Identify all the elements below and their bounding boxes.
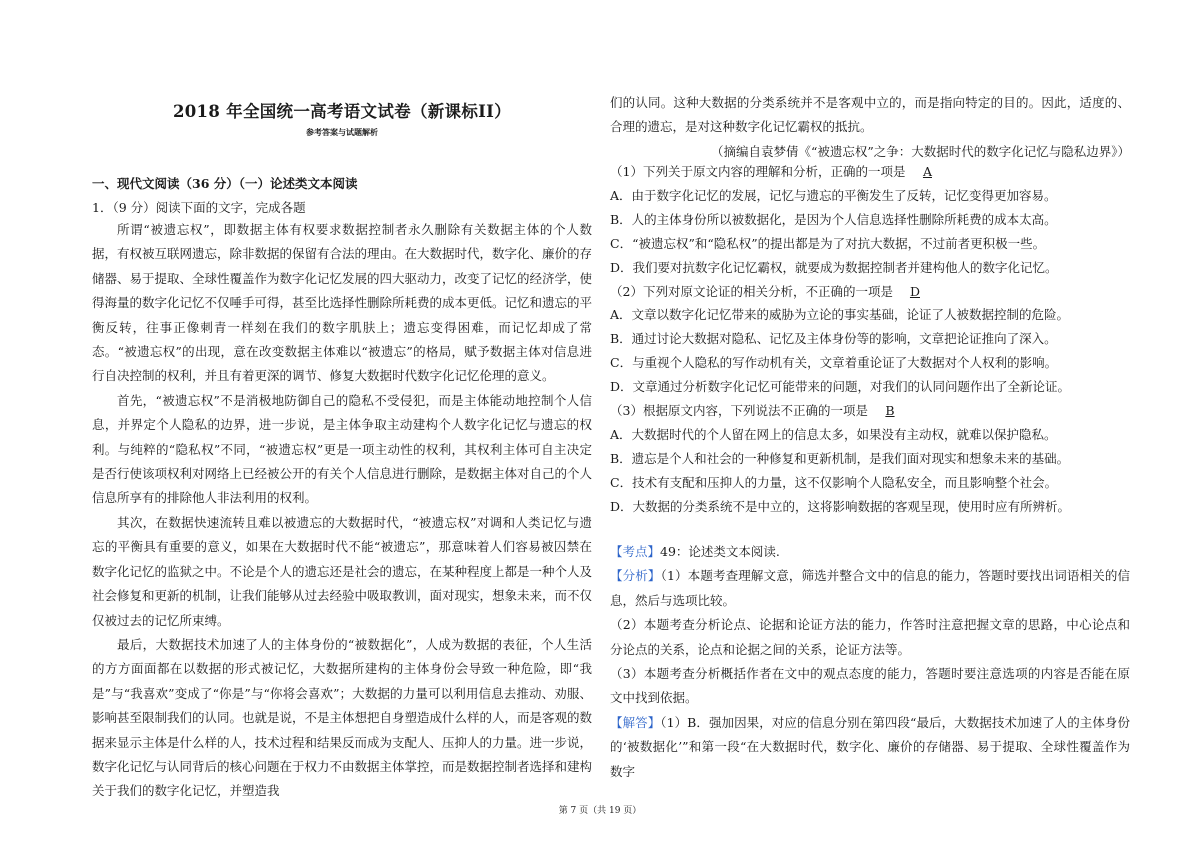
document-title: 2018 年全国统一高考语文试卷（新课标II）	[172, 102, 511, 121]
jieda-line	[610, 711, 1130, 784]
question-stem: （2）下列对原文论证的相关分析，不正确的一项是	[610, 283, 893, 299]
option-c: C．与重视个人隐私的写作动机有关，文章着重论证了大数据对个人权利的影响。	[610, 355, 1058, 371]
answer-blank: D	[909, 283, 920, 299]
option-d: D．大数据的分类系统不是中立的，这将影响数据的客观呈现，使用时应有所辨析。	[610, 498, 1071, 514]
option-c: C．“被遗忘权”和“隐私权”的提出都是为了对抗大数据，不过前者更积极一些。	[610, 235, 1046, 251]
option-b: B．人的主体身份所以被数据化，是因为个人信息选择性删除所耗费的成本太高。	[610, 211, 1057, 227]
question-stem: （3）根据原文内容，下列说法不正确的一项是	[610, 403, 868, 419]
passage-right-column	[610, 91, 1130, 164]
question-3	[610, 399, 1130, 519]
passage-paragraph-2: 首先，“被遗忘权”不是消极地防御自己的隐私不受侵犯，而是主体能动地控制个人信息，并界定个人隐私的边界，进一步说，是主体争取主动建构个人数字化记忆与遗忘的权利。与纯粹的“隐私权”不同，“被遗忘权”更是一项主动性的权利，其权利主体可自主决定是否行使该项权利对网络上已经被公开的有关个人信息进行删除，是数据主体对自己的个人信息所享有的排除他人非法利用的权利。	[92, 392, 593, 506]
passage-paragraph-3: 其次，在数据快速流转且难以被遗忘的大数据时代，“被遗忘权”对调和人类记忆与遗忘的平衡具有重要的意义，如果在大数据时代不能“被遗忘”，那意味着人们容易被囚禁在数字化记忆的监狱之中。不论是个人的遗忘还是社会的遗忘，在某种程度上都是一种个人及社会修复和更新的机制，让我们能够从过去经验中吸取教训，面对现实，想象未来，而不仅仅被过去的记忆所束缚。	[92, 514, 593, 628]
option-d: D．我们要对抗数字化记忆霸权，就要成为数据控制者并建构他人的数字化记忆。	[610, 259, 1058, 275]
passage-continuation: 们的认同。这种大数据的分类系统并不是客观中立的，而是指向特定的目的。因此，适度的、合理的遗忘，是对这种数字化记忆霸权的抵抗。	[610, 95, 1130, 135]
jieda-tag: 【解答】	[610, 714, 661, 730]
option-a: A．大数据时代的个人留在网上的信息太多，如果没有主动权，就难以保护隐私。	[610, 426, 1057, 442]
question-2	[610, 280, 1130, 400]
option-c: C．技术有支配和压抑人的力量，这不仅影响个人隐私安全，而且影响整个社会。	[610, 474, 1058, 490]
question-1	[610, 160, 1130, 280]
option-b: B．遗忘是个人和社会的一种修复和更新机制，是我们面对现实和想象未来的基础。	[610, 450, 1070, 466]
option-d: D．文章通过分析数字化记忆可能带来的问题，对我们的认同问题作出了全新论证。	[610, 379, 1071, 395]
kaodian-line	[610, 540, 1130, 564]
fenxi-text-3: （3）本题考查分析概括作者在文中的观点态度的能力，答题时要注意选项的内容是否能在原文中找到依据。	[610, 666, 1130, 706]
option-a: A．由于数字化记忆的发展，记忆与遗忘的平衡发生了反转，记忆变得更加容易。	[610, 187, 1057, 203]
answer-blank: A	[922, 164, 932, 179]
passage-paragraph-4: 最后，大数据技术加速了人的主体身份的“被数据化”，人成为数据的表征，个人生活的方方面面都在以数据的形式被记忆，大数据所建构的主体身份会导致一种危险，即“我是”与“我喜欢”变成了“你是”与“你将会喜欢”；大数据的力量可以利用信息去推动、劝服、影响甚至限制我们的认同。也就是说，不是主体想把自身塑造成什么样的人，而是客观的数据来显示主体是什么样的人，技术过程和结果反而成为支配人、压抑人的力量。进一步说，数字化记忆与认同背后的核心问题在于权力不由数据主体掌控，而是数据控制者选择和建构关于我们的数字化记忆，并塑造我	[92, 636, 593, 799]
question-intro: 1．（9 分）阅读下面的文字，完成各题	[92, 200, 306, 215]
kaodian-tag: 【考点】	[610, 544, 661, 559]
page-footer: 第 7 页（共 19 页）	[558, 806, 642, 816]
section-heading: 一、现代文阅读（36 分）（一）论述类文本阅读	[92, 176, 358, 191]
option-a: A．文章以数字化记忆带来的威胁为立论的事实基础，论证了人被数据控制的危险。	[610, 307, 1070, 323]
document-subtitle: 参考答案与试题解析	[306, 127, 378, 137]
kaodian-text: 49：论述类文本阅读.	[660, 544, 780, 559]
answer-analysis	[610, 540, 1130, 784]
passage-source: （摘编自袁梦倩《“被遗忘权”之争：大数据时代的数字化记忆与隐私边界》）	[710, 143, 1130, 159]
passage-left-column	[92, 218, 592, 804]
fenxi-line	[610, 564, 1130, 613]
fenxi-text-2: （2）本题考查分析论点、论据和论证方法的能力，作答时注意把握文章的思路，中心论点和分论点的关系，论点和论据之间的关系，论证方法等。	[610, 617, 1130, 657]
fenxi-tag: 【分析】	[610, 568, 661, 584]
answer-blank: B	[885, 403, 895, 419]
questions-block	[610, 160, 1130, 519]
jieda-text: （1）B．强加因果，对应的信息分别在第四段“最后，大数据技术加速了人的主体身份的‘被数据化’”和第一段“在大数据时代，数字化、廉价的存储器、易于提取、全球性覆盖作为数字	[610, 714, 1130, 779]
passage-paragraph-1: 所谓“被遗忘权”，即数据主体有权要求数据控制者永久删除有关数据主体的个人数据，有权被互联网遗忘，除非数据的保留有合法的理由。在大数据时代，数字化、廉价的存储器、易于提取、全球性覆盖作为数字化记忆发展的四大驱动力，改变了记忆的经济学，使得海量的数字化记忆不仅唾手可得，甚至比选择性删除所耗费的成本更低。记忆和遗忘的平衡反转，往事正像刺青一样刻在我们的数字肌肤上；遗忘变得困难，而记忆却成了常态。“被遗忘权”的出现，意在改变数据主体难以“被遗忘”的格局，赋予数据主体对信息进行自决控制的权利，并且有着更深的调节、修复大数据时代数字化记忆伦理的意义。	[92, 222, 593, 384]
option-b: B．通过讨论大数据对隐私、记忆及主体身份等的影响，文章把论证推向了深入。	[610, 331, 1057, 347]
fenxi-text-1: （1）本题考查理解文意，筛选并整合文中的信息的能力，答题时要找出词语相关的信息，然后与选项比较。	[610, 568, 1130, 608]
question-stem: （1）下列关于原文内容的理解和分析，正确的一项是	[610, 164, 906, 179]
